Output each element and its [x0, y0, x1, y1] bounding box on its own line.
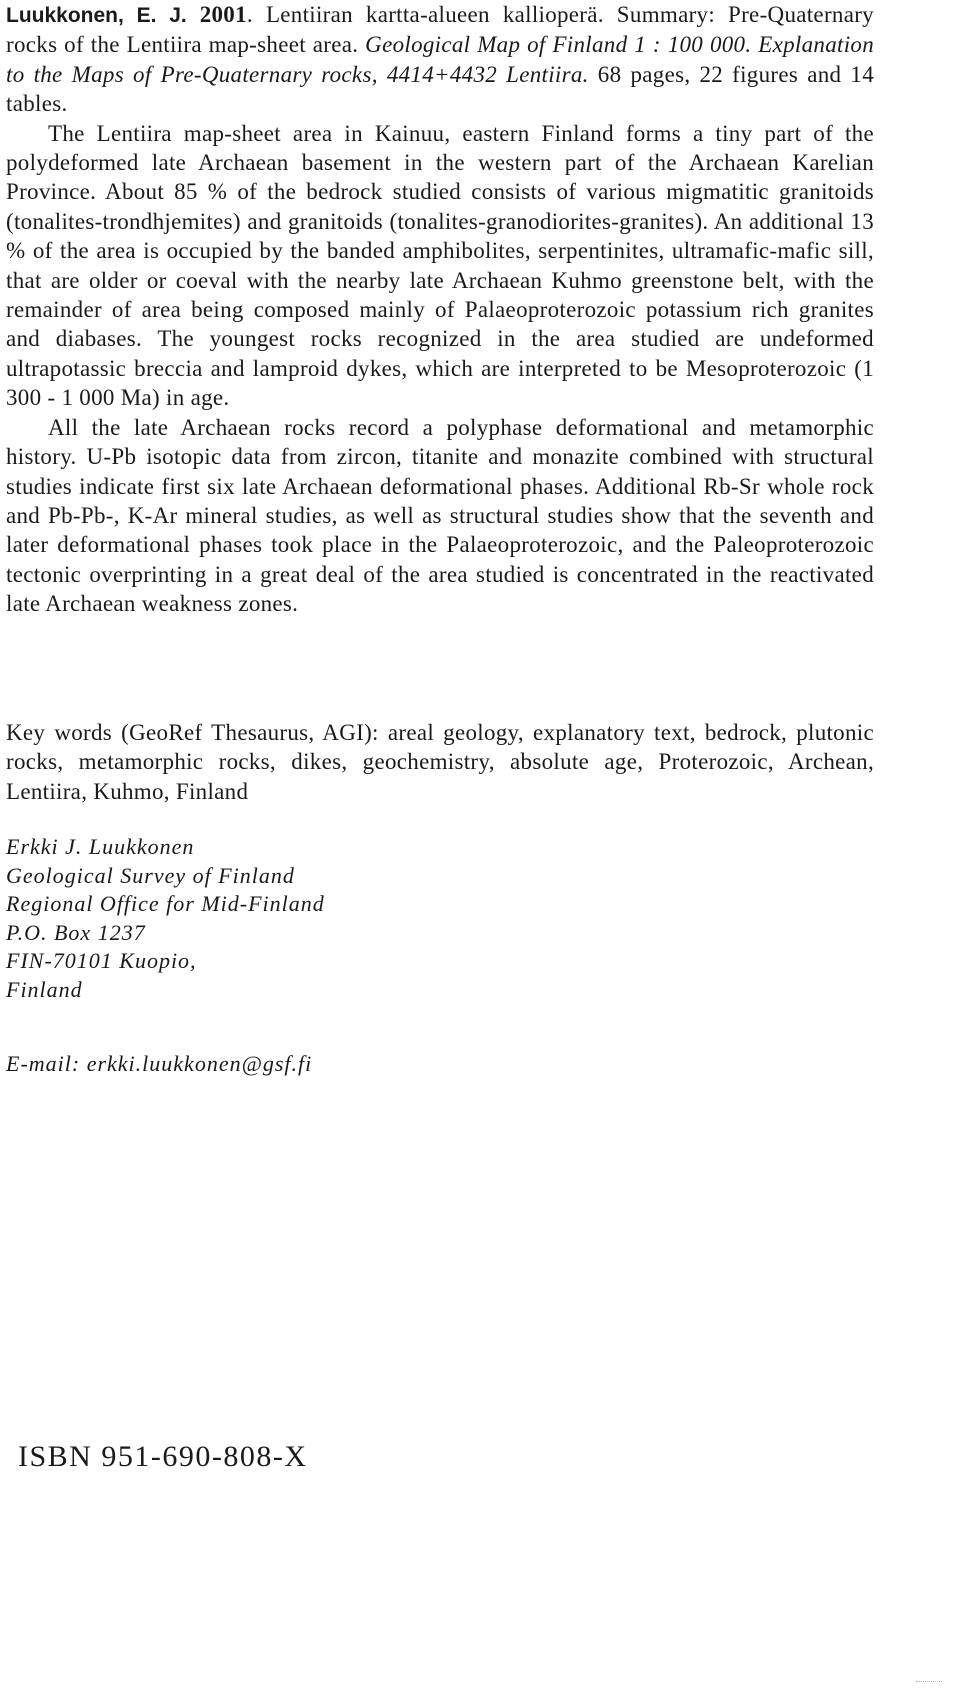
address-po-box: P.O. Box 1237	[6, 919, 146, 945]
citation-extent: 68 pages, 22 figures and 14 tables.	[6, 61, 874, 117]
abstract-paragraph-2: All the late Archaean rocks record a polyphase deformational and metamorphic history. U-Pb isotopic data from zircon, titanite and monazite combined with structural studies indicate first six late Archaean deformational phases. Additional Rb-Sr whole rock and Pb-Pb-, K-Ar mineral studies, as well as structural studies show that the seventh and later deformational phases took place in the Palaeoproterozoic, and the Paleoproterozoic tectonic overprinting in a great deal of the area studied is concentrated in the reactivated late Archaean weakness zones.	[6, 414, 874, 617]
address-office: Regional Office for Mid-Finland	[6, 891, 325, 917]
abstract-paragraph-1: The Lentiira map-sheet area in Kainuu, eastern Finland forms a tiny part of the polydeformed late Archaean basement in the western part of the Archaean Karelian Province. About 85 % of the bedrock studied consists of various migmatitic granitoids (tonalites-trondhjemites) and granitoids (tonalites-granodiorites-granites). An additional 13 % of the area is occupied by the banded amphibolites, serpentinites, ultramafic-mafic sill, that are older or coeval with the nearby late Archaean Kuhmo greenstone belt, with the remainder of area being composed mainly of Palaeoproterozoic potassium rich granites and diabases. The youngest rocks recognized in the area studied are undeformed ultrapotassic breccia and lamproid dykes, which are interpreted to be Mesoproterozoic (1 300 - 1 000 Ma) in age.	[6, 120, 874, 411]
keywords-text: Key words (GeoRef Thesaurus, AGI): areal geology, explanatory text, bedrock, plutonic rocks, metamorphic rocks, dikes, geochemistry, absolute age, Proterozoic, Archean, Lentiira, Kuhmo, Finland	[6, 720, 874, 804]
address-city: FIN-70101 Kuopio,	[6, 948, 197, 974]
isbn: ISBN 951-690-808-X	[18, 1440, 308, 1473]
author-address	[6, 833, 325, 1005]
scan-artifact-mark	[916, 1681, 942, 1683]
citation-series: Geological Map of Finland 1 : 100 000. Explanation to the Maps of Pre-Quaternary rocks, 4414+4432 Lentiira.	[6, 32, 874, 87]
abstract-block	[6, 0, 874, 619]
keywords-block	[6, 718, 874, 806]
citation-author: Luukkonen, E. J.	[6, 4, 187, 27]
citation-title: Lentiiran kartta-alueen kallioperä. Summary: Pre-Quaternary rocks of the Lentiira map-sheet area.	[6, 2, 874, 58]
address-organization: Geological Survey of Finland	[6, 862, 295, 888]
citation: Luukkonen, E. J. 2001. Lentiiran kartta-alueen kallioperä. Summary: Pre-Quaternary rocks of the Lentiira map-sheet area. Geological Map of Finland 1 : 100 000. Explanation to the Maps of Pre-Quaternary rocks, 4414+4432 Lentiira. 68 pages, 22 figures and 14 tables.	[6, 2, 874, 117]
address-country: Finland	[6, 976, 83, 1002]
author-email: E-mail: erkki.luukkonen@gsf.fi	[6, 1051, 313, 1076]
address-name: Erkki J. Luukkonen	[6, 834, 195, 859]
citation-year: 2001	[199, 2, 247, 27]
